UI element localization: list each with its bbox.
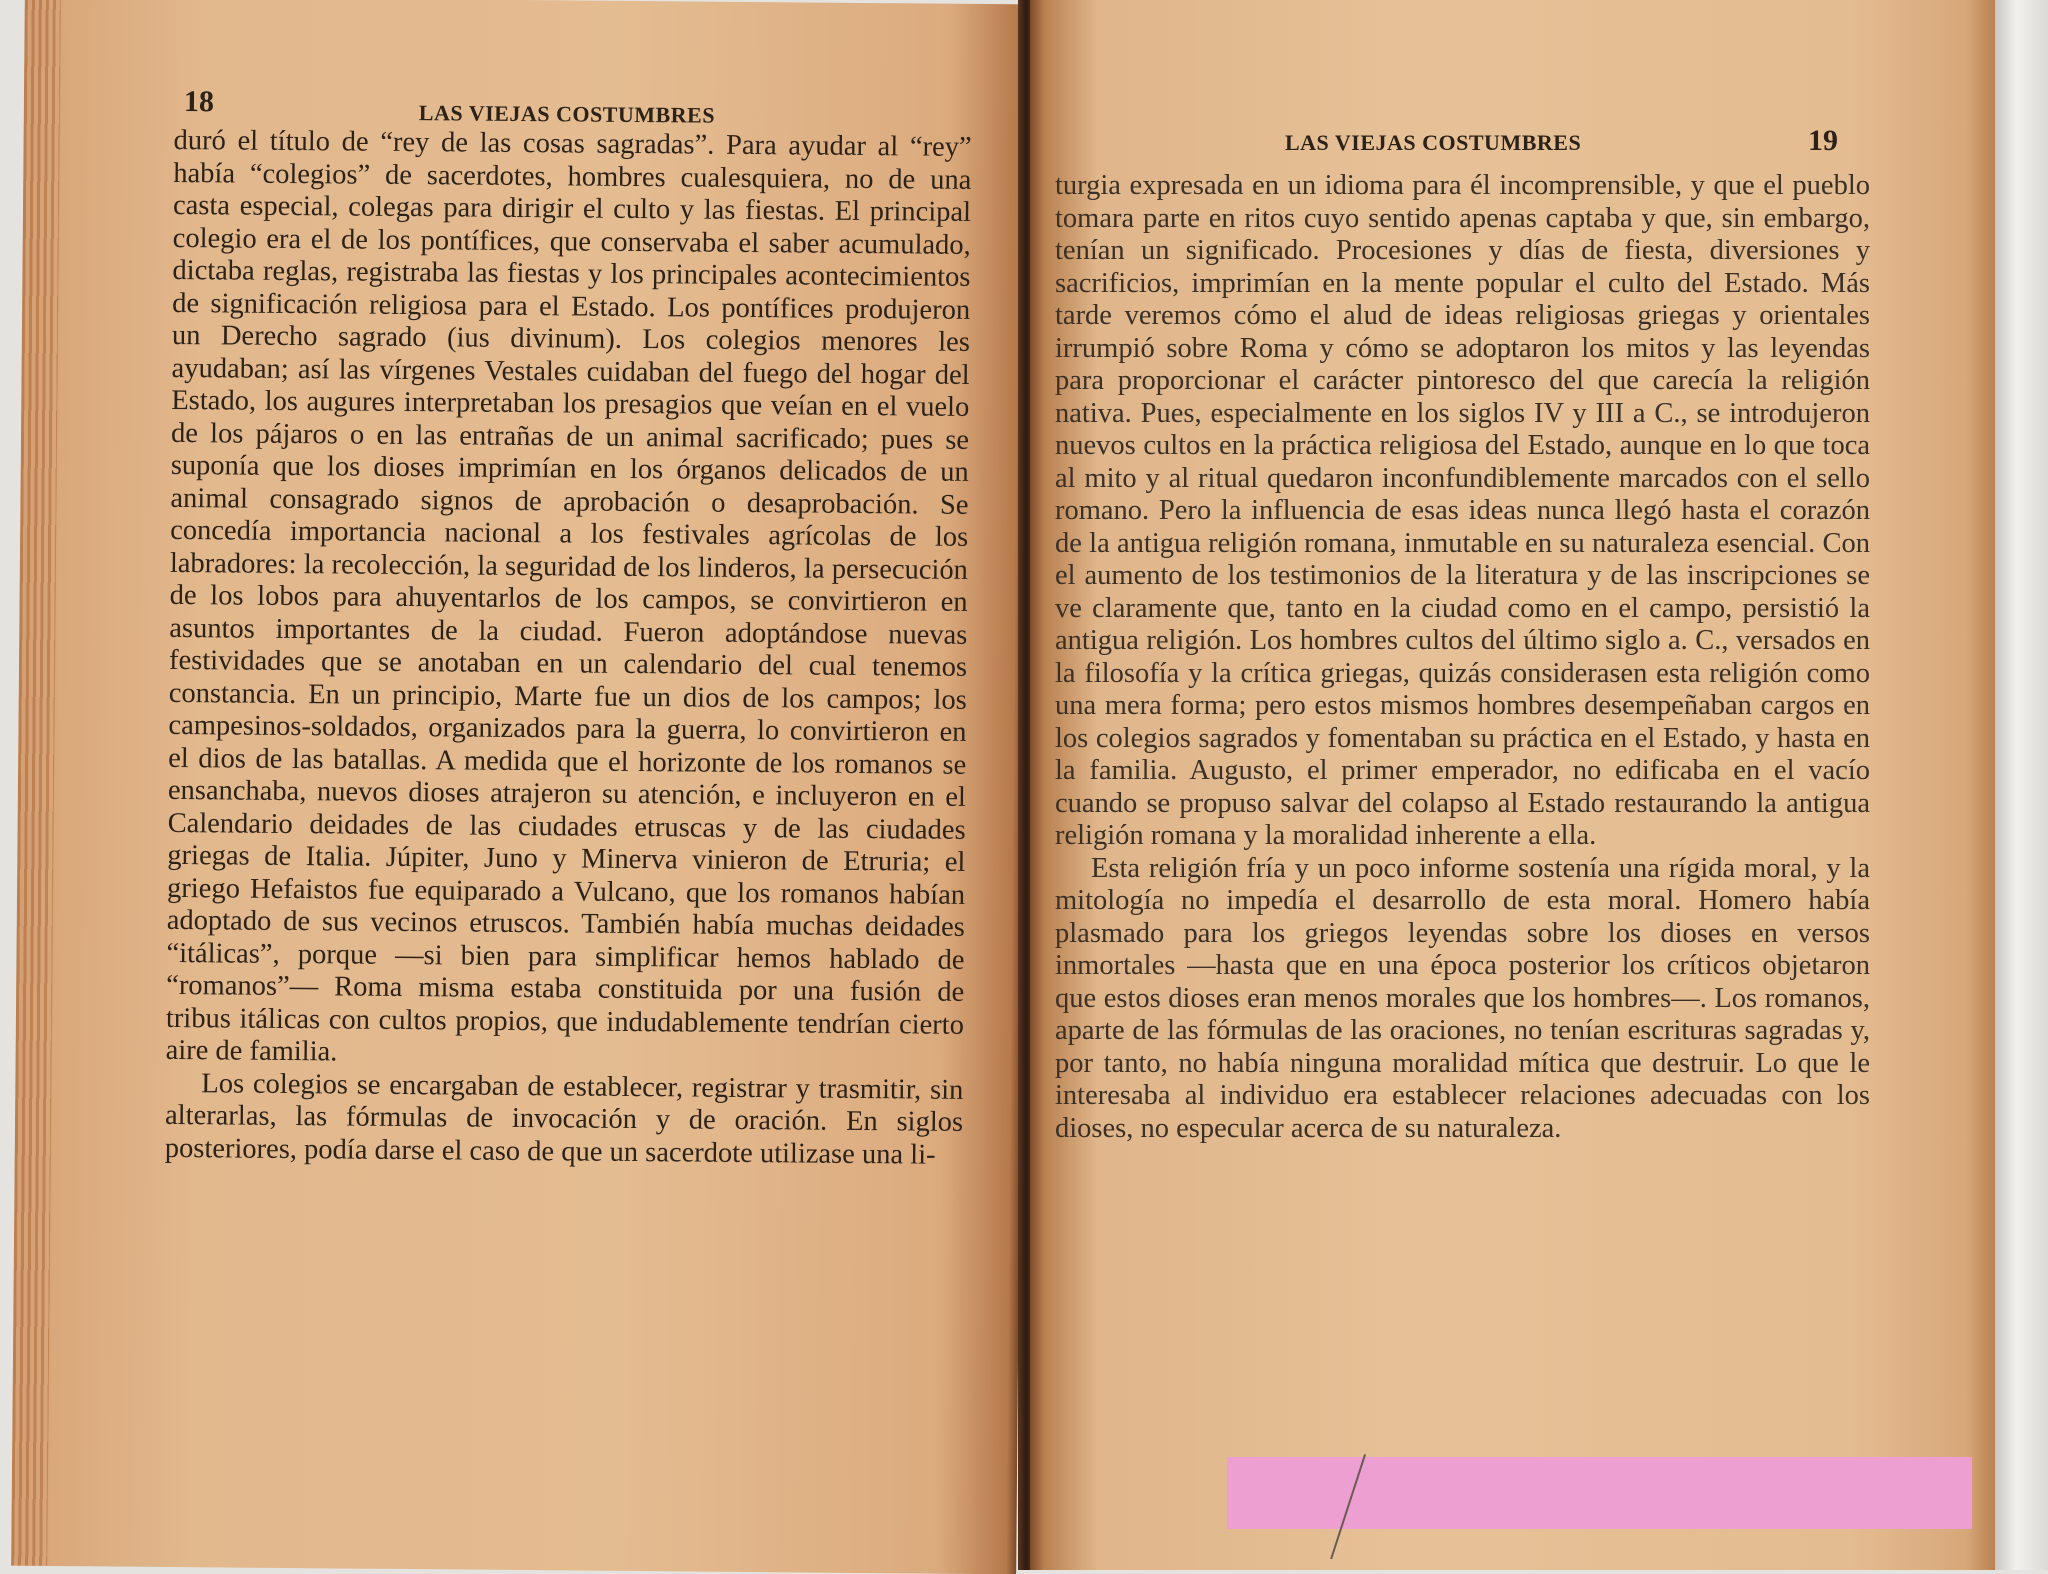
left-page-number: 18 (183, 85, 215, 119)
sticky-note (1227, 1457, 1972, 1529)
left-paragraph-2: Los colegios se encargaban de establecer, registrar y trasmitir, sin alterarlas, las fórmulas de invocación y de oración. En siglos posteriores, podía darse el caso de que un sacerdote utilizase una li- (164, 1067, 964, 1171)
right-page (1030, 0, 1995, 1570)
left-page-text (165, 125, 972, 1172)
left-running-head: LAS VIEJAS COSTUMBRES (418, 100, 716, 128)
scanner-edge (1995, 0, 2048, 1570)
left-paragraph-1: duró el título de “rey de las cosas sagradas”. Para ayudar al “rey” había “colegios” de sacerdotes, hombres cualesquiera, no de una casta especial, colegas para dirigir el culto y las fiestas. El principal colegio era el de los pontífices, que conservaba el saber acumulado, dictaba reglas, registraba las fiestas y los principales acontecimientos de significación religiosa para el Estado. Los pontífices produjeron un Derecho sagrado (ius divinum). Los colegios menores les ayudaban; así las vírgenes Vestales cuidaban del fuego del hogar del Estado, los augures interpretaban los presagios que veían en el vuelo de los pájaros o en las entrañas de un animal sacrificado; pues se suponía que los dioses imprimían en los órganos delicados de un animal consagrado signos de aprobación o desaprobación. Se concedía importancia nacional a los festivales agrícolas de los labradores: la recolección, la seguridad de los linderos, la persecución de los lobos para ahuyentarlos de los campos, se convirtieron en asuntos importantes de la ciudad. Fueron adoptándose nuevas festividades que se anotaban en un calendario del cual tenemos constancia. En un principio, Marte fue un dios de los campos; los campesinos-soldados, organizados para la guerra, lo convirtieron en el dios de las batallas. A medida que el horizonte de los romanos se ensanchaba, nuevos dioses atrajeron su atención, e incluyeron en el Calendario deidades de las ciudades etruscas y de las ciudades griegas de Italia. Júpiter, Juno y Minerva vinieron de Etruria; el griego Hefaistos fue equiparado a Vulcano, que los romanos habían adoptado de sus vecinos etruscos. También había muchas deidades “itálicas”, porque —si bien para simplificar hemos hablado de “romanos”— Roma misma estaba constituida por una fusión de tribus itálicas con cultos propios, que indudablemente tendrían cierto aire de familia. (165, 124, 972, 1068)
right-paragraph-1: turgia expresada en un idioma para él incomprensible, y que el pueblo tomara parte en ritos cuyo sentido apenas captaba y que, sin embargo, tenían un significado. Procesiones y días de fiesta, diversiones y sacrificios, imprimían en la mente popular el culto del Estado. Más tarde veremos cómo el alud de ideas religiosas griegas y orientales irrumpió sobre Roma y cómo se adoptaron los mitos y las leyendas para proporcionar el carácter pintoresco del que carecía la religión nativa. Pues, especialmente en los siglos IV y III a C., se introdujeron nuevos cultos en la práctica religiosa del Estado, aunque en lo que toca al mito y al ritual quedaron inconfundiblemente marcados con el sello romano. Pero la influencia de esas ideas nunca llegó hasta el corazón de la antigua religión romana, inmutable en su naturaleza esencial. Con el aumento de los testimonios de la literatura y de las inscripciones se ve claramente que, tanto en la ciudad como en el campo, persistió la antigua religión. Los hombres cultos del último siglo a. C., versados en la filosofía y la crítica griegas, quizás considerasen esta religión como una mera forma; pero estos mismos hombres desempeñaban cargos en los colegios sagrados y fomentaban su práctica en el Estado, y hasta en la familia. Augusto, el primer emperador, no edificaba en el vacío cuando se propuso salvar del colapso al Estado restaurando la antigua religión romana y la moralidad inherente a ella. (1055, 170, 1870, 851)
right-running-head: LAS VIEJAS COSTUMBRES (1285, 130, 1582, 155)
right-paragraph-2: Esta religión fría y un poco informe sostenía una rígida moral, y la mitología no impedía el desarrollo de esta moral. Homero había plasmado para los griegos leyendas sobre los dioses en versos inmortales —hasta que en una época posterior los críticos objetaron que estos dioses eran menos morales que los hombres—. Los romanos, aparte de las fórmulas de las oraciones, no tenían escrituras sagradas y, por tanto, no había ninguna moralidad mítica que destruir. Lo que le interesaba al individuo era establecer relaciones adecuadas con los dioses, no especular acerca de su naturaleza. (1055, 852, 1870, 1144)
right-page-number: 19 (1808, 124, 1838, 157)
right-page-text (1055, 170, 1870, 1145)
left-page (11, 0, 1030, 1574)
